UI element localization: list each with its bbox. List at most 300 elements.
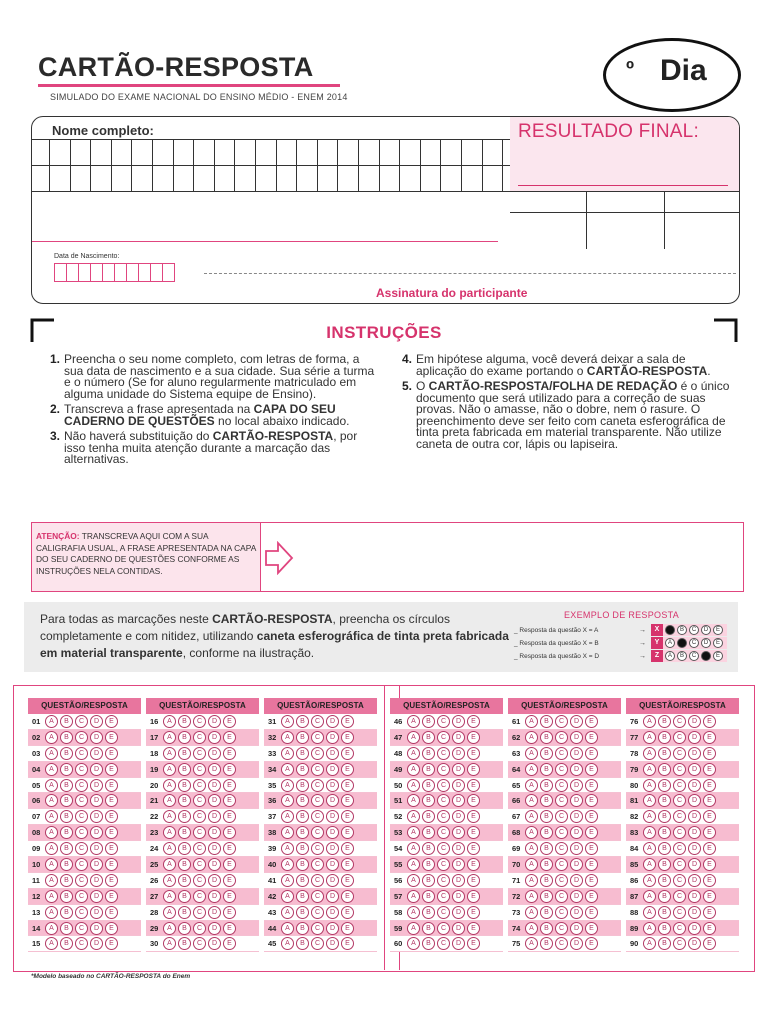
answer-bubble-e[interactable]: E — [223, 763, 236, 776]
answer-bubble-d[interactable]: D — [208, 890, 221, 903]
answer-bubble-b[interactable]: B — [178, 810, 191, 823]
answer-bubble-b[interactable]: B — [422, 842, 435, 855]
answer-bubble-b[interactable]: B — [658, 747, 671, 760]
answer-bubble-e[interactable]: E — [703, 826, 716, 839]
answer-bubble-a[interactable]: A — [407, 842, 420, 855]
answer-bubble-c[interactable]: C — [193, 826, 206, 839]
answer-bubble-b[interactable]: B — [296, 810, 309, 823]
answer-bubble-a[interactable]: A — [281, 906, 294, 919]
answer-bubble-d[interactable]: D — [90, 874, 103, 887]
answer-bubble-c[interactable]: C — [673, 937, 686, 950]
answer-bubble-c[interactable]: C — [555, 922, 568, 935]
answer-bubble-b[interactable]: B — [422, 890, 435, 903]
answer-bubble-c[interactable]: C — [555, 763, 568, 776]
answer-bubble-a[interactable]: A — [525, 922, 538, 935]
answer-bubble-e[interactable]: E — [105, 826, 118, 839]
answer-bubble-d[interactable]: D — [208, 810, 221, 823]
answer-bubble-c[interactable]: C — [555, 826, 568, 839]
answer-bubble-c[interactable]: C — [311, 922, 324, 935]
answer-bubble-c[interactable]: C — [311, 937, 324, 950]
answer-bubble-e[interactable]: E — [703, 763, 716, 776]
answer-bubble-e[interactable]: E — [703, 779, 716, 792]
answer-bubble-d[interactable]: D — [326, 826, 339, 839]
answer-bubble-b[interactable]: B — [60, 922, 73, 935]
answer-bubble-d[interactable]: D — [688, 890, 701, 903]
answer-bubble-b[interactable]: B — [296, 890, 309, 903]
answer-bubble-b[interactable]: B — [296, 937, 309, 950]
answer-bubble-e[interactable]: E — [341, 858, 354, 871]
answer-bubble-b[interactable]: B — [540, 794, 553, 807]
answer-bubble-c[interactable]: C — [555, 779, 568, 792]
answer-bubble-c[interactable]: C — [311, 858, 324, 871]
answer-bubble-c[interactable]: C — [75, 794, 88, 807]
answer-bubble-d[interactable]: D — [326, 810, 339, 823]
answer-bubble-b[interactable]: B — [422, 763, 435, 776]
answer-bubble-a[interactable]: A — [163, 842, 176, 855]
answer-bubble-e[interactable]: E — [223, 874, 236, 887]
answer-bubble-b[interactable]: B — [178, 890, 191, 903]
answer-bubble-d[interactable]: D — [452, 826, 465, 839]
answer-bubble-a[interactable]: A — [45, 874, 58, 887]
answer-bubble-e[interactable]: E — [703, 937, 716, 950]
answer-bubble-d[interactable]: D — [452, 715, 465, 728]
answer-bubble-a[interactable]: A — [525, 810, 538, 823]
answer-bubble-e[interactable]: E — [703, 810, 716, 823]
answer-bubble-c[interactable]: C — [673, 810, 686, 823]
answer-bubble-a[interactable]: A — [525, 826, 538, 839]
answer-bubble-a[interactable]: A — [643, 779, 656, 792]
answer-bubble-b[interactable]: B — [60, 906, 73, 919]
answer-bubble-c[interactable]: C — [437, 779, 450, 792]
answer-bubble-a[interactable]: A — [45, 747, 58, 760]
answer-bubble-a[interactable]: A — [643, 810, 656, 823]
answer-bubble-b[interactable]: B — [60, 763, 73, 776]
answer-bubble-c[interactable]: C — [437, 922, 450, 935]
answer-bubble-b[interactable]: B — [60, 858, 73, 871]
answer-bubble-c[interactable]: C — [555, 810, 568, 823]
answer-bubble-d[interactable]: D — [90, 763, 103, 776]
answer-bubble-c[interactable]: C — [437, 715, 450, 728]
answer-bubble-c[interactable]: C — [75, 731, 88, 744]
answer-bubble-a[interactable]: A — [643, 763, 656, 776]
answer-bubble-d[interactable]: D — [326, 906, 339, 919]
answer-bubble-e[interactable]: E — [467, 890, 480, 903]
answer-bubble-a[interactable]: A — [643, 794, 656, 807]
answer-bubble-d[interactable]: D — [688, 763, 701, 776]
answer-bubble-d[interactable]: D — [90, 747, 103, 760]
answer-bubble-a[interactable]: A — [407, 715, 420, 728]
answer-bubble-a[interactable]: A — [643, 874, 656, 887]
answer-bubble-b[interactable]: B — [658, 826, 671, 839]
answer-bubble-b[interactable]: B — [658, 810, 671, 823]
answer-bubble-c[interactable]: C — [193, 731, 206, 744]
answer-bubble-b[interactable]: B — [422, 922, 435, 935]
answer-bubble-e[interactable]: E — [341, 794, 354, 807]
answer-bubble-c[interactable]: C — [673, 874, 686, 887]
answer-bubble-c[interactable]: C — [673, 826, 686, 839]
answer-bubble-b[interactable]: B — [60, 731, 73, 744]
answer-bubble-d[interactable]: D — [570, 794, 583, 807]
answer-bubble-b[interactable]: B — [178, 794, 191, 807]
answer-bubble-c[interactable]: C — [193, 874, 206, 887]
answer-bubble-d[interactable]: D — [452, 937, 465, 950]
answer-bubble-e[interactable]: E — [341, 842, 354, 855]
answer-bubble-e[interactable]: E — [341, 890, 354, 903]
answer-bubble-d[interactable]: D — [208, 937, 221, 950]
answer-bubble-b[interactable]: B — [296, 842, 309, 855]
answer-bubble-b[interactable]: B — [422, 747, 435, 760]
answer-bubble-e[interactable]: E — [105, 763, 118, 776]
answer-bubble-d[interactable]: D — [452, 890, 465, 903]
answer-bubble-e[interactable]: E — [341, 922, 354, 935]
answer-bubble-b[interactable]: B — [60, 874, 73, 887]
answer-bubble-e[interactable]: E — [703, 842, 716, 855]
answer-bubble-c[interactable]: C — [311, 874, 324, 887]
answer-bubble-a[interactable]: A — [163, 826, 176, 839]
answer-bubble-d[interactable]: D — [570, 890, 583, 903]
answer-bubble-d[interactable]: D — [208, 858, 221, 871]
answer-bubble-b[interactable]: B — [296, 906, 309, 919]
answer-bubble-d[interactable]: D — [570, 937, 583, 950]
answer-bubble-a[interactable]: A — [525, 890, 538, 903]
answer-bubble-d[interactable]: D — [326, 731, 339, 744]
answer-bubble-b[interactable]: B — [296, 731, 309, 744]
answer-bubble-b[interactable]: B — [60, 826, 73, 839]
answer-bubble-e[interactable]: E — [467, 810, 480, 823]
answer-bubble-c[interactable]: C — [193, 842, 206, 855]
answer-bubble-b[interactable]: B — [178, 842, 191, 855]
answer-bubble-c[interactable]: C — [75, 826, 88, 839]
answer-bubble-d[interactable]: D — [90, 715, 103, 728]
answer-bubble-a[interactable]: A — [643, 906, 656, 919]
answer-bubble-c[interactable]: C — [437, 826, 450, 839]
answer-bubble-e[interactable]: E — [585, 922, 598, 935]
answer-bubble-e[interactable]: E — [585, 779, 598, 792]
answer-bubble-a[interactable]: A — [281, 874, 294, 887]
answer-bubble-d[interactable]: D — [688, 858, 701, 871]
answer-bubble-b[interactable]: B — [422, 874, 435, 887]
answer-bubble-d[interactable]: D — [326, 794, 339, 807]
answer-bubble-c[interactable]: C — [673, 715, 686, 728]
answer-bubble-e[interactable]: E — [467, 874, 480, 887]
answer-bubble-e[interactable]: E — [585, 715, 598, 728]
answer-bubble-a[interactable]: A — [45, 842, 58, 855]
answer-bubble-a[interactable]: A — [525, 731, 538, 744]
answer-bubble-b[interactable]: B — [540, 715, 553, 728]
answer-bubble-d[interactable]: D — [326, 937, 339, 950]
answer-bubble-d[interactable]: D — [208, 715, 221, 728]
answer-bubble-e[interactable]: E — [105, 858, 118, 871]
answer-bubble-e[interactable]: E — [703, 890, 716, 903]
answer-bubble-d[interactable]: D — [326, 763, 339, 776]
answer-bubble-d[interactable]: D — [90, 890, 103, 903]
answer-bubble-a[interactable]: A — [163, 810, 176, 823]
answer-bubble-a[interactable]: A — [643, 842, 656, 855]
answer-bubble-c[interactable]: C — [555, 794, 568, 807]
answer-bubble-e[interactable]: E — [341, 826, 354, 839]
answer-bubble-e[interactable]: E — [467, 731, 480, 744]
answer-bubble-a[interactable]: A — [407, 779, 420, 792]
answer-bubble-c[interactable]: C — [437, 842, 450, 855]
answer-bubble-c[interactable]: C — [555, 731, 568, 744]
answer-bubble-c[interactable]: C — [75, 922, 88, 935]
answer-bubble-d[interactable]: D — [570, 858, 583, 871]
day-number-field[interactable]: º — [626, 56, 635, 81]
answer-bubble-e[interactable]: E — [703, 874, 716, 887]
answer-bubble-c[interactable]: C — [193, 890, 206, 903]
answer-bubble-a[interactable]: A — [643, 715, 656, 728]
answer-bubble-a[interactable]: A — [163, 922, 176, 935]
answer-bubble-e[interactable]: E — [223, 842, 236, 855]
answer-bubble-d[interactable]: D — [90, 826, 103, 839]
answer-bubble-b[interactable]: B — [296, 779, 309, 792]
answer-bubble-c[interactable]: C — [311, 731, 324, 744]
answer-bubble-a[interactable]: A — [163, 906, 176, 919]
answer-bubble-e[interactable]: E — [585, 763, 598, 776]
answer-bubble-c[interactable]: C — [555, 890, 568, 903]
answer-bubble-a[interactable]: A — [643, 747, 656, 760]
answer-bubble-a[interactable]: A — [407, 763, 420, 776]
answer-bubble-d[interactable]: D — [570, 747, 583, 760]
answer-bubble-a[interactable]: A — [643, 826, 656, 839]
answer-bubble-a[interactable]: A — [281, 794, 294, 807]
answer-bubble-b[interactable]: B — [658, 858, 671, 871]
answer-bubble-d[interactable]: D — [208, 906, 221, 919]
answer-bubble-e[interactable]: E — [105, 890, 118, 903]
answer-bubble-e[interactable]: E — [703, 715, 716, 728]
answer-bubble-b[interactable]: B — [540, 937, 553, 950]
answer-bubble-c[interactable]: C — [437, 890, 450, 903]
answer-bubble-b[interactable]: B — [658, 715, 671, 728]
answer-bubble-b[interactable]: B — [60, 937, 73, 950]
answer-bubble-d[interactable]: D — [688, 826, 701, 839]
answer-bubble-c[interactable]: C — [673, 779, 686, 792]
answer-bubble-b[interactable]: B — [658, 842, 671, 855]
answer-bubble-e[interactable]: E — [223, 715, 236, 728]
answer-bubble-c[interactable]: C — [673, 842, 686, 855]
answer-bubble-a[interactable]: A — [525, 858, 538, 871]
answer-bubble-e[interactable]: E — [585, 794, 598, 807]
answer-bubble-b[interactable]: B — [658, 890, 671, 903]
answer-bubble-b[interactable]: B — [540, 842, 553, 855]
answer-bubble-c[interactable]: C — [437, 906, 450, 919]
answer-bubble-c[interactable]: C — [193, 858, 206, 871]
answer-bubble-a[interactable]: A — [281, 715, 294, 728]
answer-bubble-a[interactable]: A — [281, 937, 294, 950]
answer-bubble-b[interactable]: B — [60, 747, 73, 760]
answer-bubble-c[interactable]: C — [555, 874, 568, 887]
answer-bubble-d[interactable]: D — [688, 794, 701, 807]
answer-bubble-b[interactable]: B — [178, 858, 191, 871]
answer-bubble-e[interactable]: E — [223, 937, 236, 950]
answer-bubble-e[interactable]: E — [467, 779, 480, 792]
answer-bubble-c[interactable]: C — [193, 794, 206, 807]
answer-bubble-d[interactable]: D — [452, 906, 465, 919]
result-cell[interactable] — [510, 192, 587, 249]
answer-bubble-e[interactable]: E — [341, 715, 354, 728]
answer-bubble-e[interactable]: E — [341, 874, 354, 887]
answer-bubble-a[interactable]: A — [281, 826, 294, 839]
answer-bubble-b[interactable]: B — [178, 763, 191, 776]
answer-bubble-a[interactable]: A — [643, 922, 656, 935]
answer-bubble-e[interactable]: E — [585, 890, 598, 903]
answer-bubble-e[interactable]: E — [703, 731, 716, 744]
answer-bubble-c[interactable]: C — [75, 747, 88, 760]
answer-bubble-a[interactable]: A — [45, 779, 58, 792]
answer-bubble-e[interactable]: E — [105, 715, 118, 728]
answer-bubble-c[interactable]: C — [75, 906, 88, 919]
answer-bubble-d[interactable]: D — [90, 906, 103, 919]
answer-bubble-d[interactable]: D — [452, 842, 465, 855]
answer-bubble-c[interactable]: C — [555, 906, 568, 919]
answer-bubble-c[interactable]: C — [437, 937, 450, 950]
answer-bubble-e[interactable]: E — [341, 779, 354, 792]
answer-bubble-e[interactable]: E — [467, 842, 480, 855]
answer-bubble-b[interactable]: B — [540, 747, 553, 760]
answer-bubble-d[interactable]: D — [326, 922, 339, 935]
answer-bubble-a[interactable]: A — [163, 794, 176, 807]
answer-bubble-b[interactable]: B — [540, 731, 553, 744]
answer-bubble-e[interactable]: E — [223, 779, 236, 792]
answer-bubble-b[interactable]: B — [540, 906, 553, 919]
answer-bubble-a[interactable]: A — [407, 874, 420, 887]
answer-bubble-a[interactable]: A — [45, 937, 58, 950]
answer-bubble-d[interactable]: D — [208, 763, 221, 776]
answer-bubble-e[interactable]: E — [467, 937, 480, 950]
answer-bubble-e[interactable]: E — [223, 906, 236, 919]
answer-bubble-b[interactable]: B — [422, 779, 435, 792]
answer-bubble-a[interactable]: A — [643, 858, 656, 871]
answer-bubble-c[interactable]: C — [75, 810, 88, 823]
answer-bubble-d[interactable]: D — [90, 937, 103, 950]
answer-bubble-d[interactable]: D — [208, 731, 221, 744]
answer-bubble-a[interactable]: A — [45, 715, 58, 728]
answer-bubble-b[interactable]: B — [296, 922, 309, 935]
answer-bubble-d[interactable]: D — [688, 874, 701, 887]
answer-bubble-d[interactable]: D — [326, 874, 339, 887]
answer-bubble-c[interactable]: C — [75, 890, 88, 903]
answer-bubble-e[interactable]: E — [467, 763, 480, 776]
answer-bubble-a[interactable]: A — [163, 890, 176, 903]
result-cell[interactable] — [587, 192, 664, 249]
answer-bubble-a[interactable]: A — [281, 731, 294, 744]
result-cell[interactable] — [665, 192, 740, 249]
answer-bubble-d[interactable]: D — [688, 937, 701, 950]
answer-bubble-a[interactable]: A — [281, 890, 294, 903]
answer-bubble-a[interactable]: A — [163, 779, 176, 792]
answer-bubble-b[interactable]: B — [422, 715, 435, 728]
answer-bubble-d[interactable]: D — [326, 890, 339, 903]
answer-bubble-d[interactable]: D — [570, 906, 583, 919]
answer-bubble-e[interactable]: E — [585, 747, 598, 760]
answer-bubble-d[interactable]: D — [452, 747, 465, 760]
answer-bubble-a[interactable]: A — [643, 731, 656, 744]
answer-bubble-b[interactable]: B — [296, 858, 309, 871]
answer-bubble-a[interactable]: A — [525, 747, 538, 760]
answer-bubble-e[interactable]: E — [585, 858, 598, 871]
answer-bubble-a[interactable]: A — [525, 874, 538, 887]
answer-bubble-d[interactable]: D — [570, 779, 583, 792]
answer-bubble-b[interactable]: B — [296, 763, 309, 776]
answer-bubble-b[interactable]: B — [422, 906, 435, 919]
answer-bubble-b[interactable]: B — [422, 794, 435, 807]
answer-bubble-a[interactable]: A — [407, 937, 420, 950]
answer-bubble-e[interactable]: E — [467, 826, 480, 839]
answer-bubble-d[interactable]: D — [452, 763, 465, 776]
answer-bubble-b[interactable]: B — [178, 715, 191, 728]
answer-bubble-d[interactable]: D — [90, 779, 103, 792]
answer-bubble-c[interactable]: C — [75, 858, 88, 871]
answer-bubble-a[interactable]: A — [45, 890, 58, 903]
answer-bubble-c[interactable]: C — [193, 715, 206, 728]
answer-bubble-e[interactable]: E — [703, 922, 716, 935]
answer-bubble-c[interactable]: C — [193, 763, 206, 776]
answer-bubble-b[interactable]: B — [658, 937, 671, 950]
answer-bubble-d[interactable]: D — [688, 842, 701, 855]
answer-bubble-e[interactable]: E — [585, 731, 598, 744]
answer-bubble-b[interactable]: B — [658, 731, 671, 744]
answer-bubble-e[interactable]: E — [467, 715, 480, 728]
answer-bubble-c[interactable]: C — [437, 763, 450, 776]
answer-bubble-a[interactable]: A — [281, 763, 294, 776]
answer-bubble-e[interactable]: E — [105, 906, 118, 919]
signature-line[interactable] — [204, 273, 736, 274]
answer-bubble-b[interactable]: B — [658, 874, 671, 887]
answer-bubble-a[interactable]: A — [281, 842, 294, 855]
answer-bubble-d[interactable]: D — [570, 842, 583, 855]
answer-bubble-d[interactable]: D — [570, 715, 583, 728]
answer-bubble-e[interactable]: E — [341, 906, 354, 919]
answer-bubble-a[interactable]: A — [525, 794, 538, 807]
answer-bubble-d[interactable]: D — [90, 858, 103, 871]
answer-bubble-a[interactable]: A — [643, 937, 656, 950]
answer-bubble-b[interactable]: B — [422, 858, 435, 871]
answer-bubble-b[interactable]: B — [658, 779, 671, 792]
answer-bubble-d[interactable]: D — [208, 874, 221, 887]
answer-bubble-d[interactable]: D — [90, 794, 103, 807]
answer-bubble-e[interactable]: E — [341, 731, 354, 744]
answer-bubble-d[interactable]: D — [326, 715, 339, 728]
answer-bubble-c[interactable]: C — [437, 747, 450, 760]
answer-bubble-e[interactable]: E — [105, 747, 118, 760]
answer-bubble-a[interactable]: A — [525, 763, 538, 776]
answer-bubble-c[interactable]: C — [437, 810, 450, 823]
answer-bubble-a[interactable]: A — [407, 922, 420, 935]
answer-bubble-d[interactable]: D — [570, 810, 583, 823]
answer-bubble-a[interactable]: A — [407, 858, 420, 871]
answer-bubble-d[interactable]: D — [452, 874, 465, 887]
answer-bubble-d[interactable]: D — [570, 731, 583, 744]
answer-bubble-d[interactable]: D — [208, 842, 221, 855]
answer-bubble-a[interactable]: A — [525, 906, 538, 919]
answer-bubble-a[interactable]: A — [407, 810, 420, 823]
answer-bubble-c[interactable]: C — [75, 874, 88, 887]
answer-bubble-e[interactable]: E — [467, 906, 480, 919]
answer-bubble-e[interactable]: E — [341, 937, 354, 950]
answer-bubble-e[interactable]: E — [467, 922, 480, 935]
answer-bubble-c[interactable]: C — [75, 842, 88, 855]
answer-bubble-d[interactable]: D — [208, 779, 221, 792]
answer-bubble-e[interactable]: E — [223, 794, 236, 807]
answer-bubble-d[interactable]: D — [326, 842, 339, 855]
answer-bubble-b[interactable]: B — [540, 810, 553, 823]
answer-bubble-c[interactable]: C — [193, 810, 206, 823]
answer-bubble-c[interactable]: C — [311, 715, 324, 728]
answer-bubble-c[interactable]: C — [311, 794, 324, 807]
answer-bubble-c[interactable]: C — [673, 858, 686, 871]
answer-bubble-e[interactable]: E — [467, 794, 480, 807]
answer-bubble-a[interactable]: A — [407, 747, 420, 760]
